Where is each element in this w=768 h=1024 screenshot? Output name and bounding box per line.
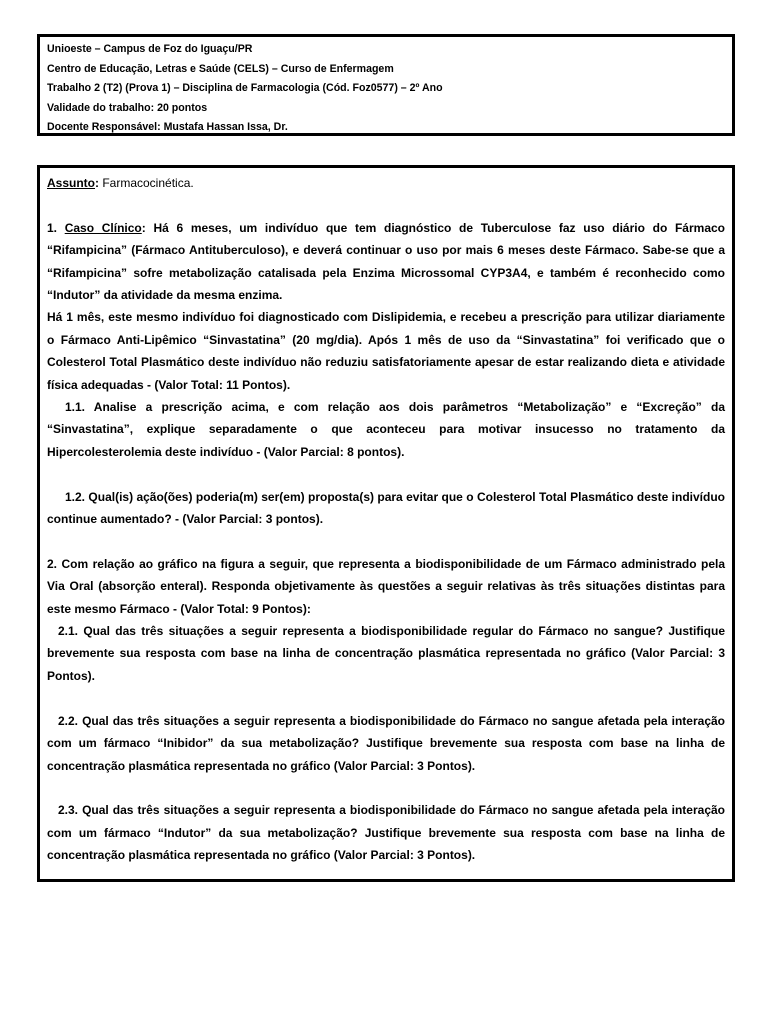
case-label: Caso Clínico xyxy=(64,220,142,235)
question-1-case xyxy=(47,217,725,307)
subject-line: Assunto: Farmacocinética. xyxy=(47,176,194,190)
question-2-3: 2.3. Qual das três situações a seguir representa a biodisponibilidade do Fármaco no sangue afetada pela interação com um fármaco “Indutor” da sua metabolização? Justifique brevemente sua resposta com base na linha de concentração plasmática representada no gráfico (Valor Parcial: 3 Pontos). xyxy=(47,803,725,863)
question-1-text-a: : Há 6 meses, um indivíduo que tem diagnóstico de Tuberculose faz uso diário do Fármaco “Rifampicina” (Fármaco Antituberculoso), e deverá continuar o uso por mais 6 meses deste Fármaco. Sabe-se que a “Rifampicina” sofre metabolização catalisada pela Enzima Microssomal CYP3A4, e também é reconhecido como “Indutor” da atividade da mesma enzima. xyxy=(47,220,726,303)
question-1-1: 1.1. Analise a prescrição acima, e com relação aos dois parâmetros “Metabolização” e “Excreção” da “Sinvastatina”, explique separadamente o que aconteceu para motivar insucesso no tratamento da Hipercolesterolemia deste indivíduo - (Valor Parcial: 8 pontos). xyxy=(47,400,725,459)
questions-box xyxy=(37,165,735,882)
question-1-number: 1. xyxy=(47,220,65,235)
header-box xyxy=(37,34,735,136)
subject-label: Assunto xyxy=(47,176,95,190)
question-2-1: 2.1. Qual das três situações a seguir representa a biodisponibilidade regular do Fármaco no sangue? Justifique brevemente sua resposta com base na linha de concentração plasmática representada no gráfico (Valor Parcial: 3 Pontos). xyxy=(47,624,725,683)
question-1-text-b: Há 1 mês, este mesmo indivíduo foi diagnosticado com Dislipidemia, e recebeu a prescrição para utilizar diariamente o Fármaco Anti-Lipêmico “Sinvastatina” (20 mg/dia). Após 1 mês de uso da “Sinvastatina” foi verificado que o Colesterol Total Plasmático deste indivíduo não reduziu satisfatoriamente apesar de estar realizando dieta e atividade física adequadas - (Valor Total: 11 Pontos). xyxy=(47,310,725,392)
teacher-line: Docente Responsável: Mustafa Hassan Issa, Dr. xyxy=(47,121,288,134)
question-1-2: 1.2. Qual(is) ação(ões) poderia(m) ser(em) proposta(s) para evitar que o Colesterol Total Plasmático deste indivíduo continue aumentado? - (Valor Parcial: 3 pontos). xyxy=(47,489,725,527)
validity-line: Validade do trabalho: 20 pontos xyxy=(47,101,208,114)
institution-line: Unioeste – Campus de Foz do Iguaçu/PR xyxy=(47,43,253,55)
center-line: Centro de Educação, Letras e Saúde (CELS) – Curso de Enfermagem xyxy=(47,62,394,75)
question-2-2: 2.2. Qual das três situações a seguir representa a biodisponibilidade do Fármaco no sangue afetada pela interação com um fármaco “Inibidor” da sua metabolização? Justifique brevemente sua resposta com base na linha de concentração plasmática representada no gráfico (Valor Parcial: 3 Pontos). xyxy=(47,713,725,773)
subject-value: Farmacocinética. xyxy=(99,176,194,190)
question-2-intro: 2. Com relação ao gráfico na figura a seguir, que representa a biodisponibilidade de um Fármaco administrado pela Via Oral (absorção enteral). Responda objetivamente às questões a seguir relativas às três situações distintas para este mesmo Fármaco - (Valor Total: 9 Pontos): xyxy=(47,556,725,616)
assignment-line: Trabalho 2 (T2) (Prova 1) – Disciplina de Farmacologia (Cód. Foz0577) – 2º Ano xyxy=(47,82,443,95)
